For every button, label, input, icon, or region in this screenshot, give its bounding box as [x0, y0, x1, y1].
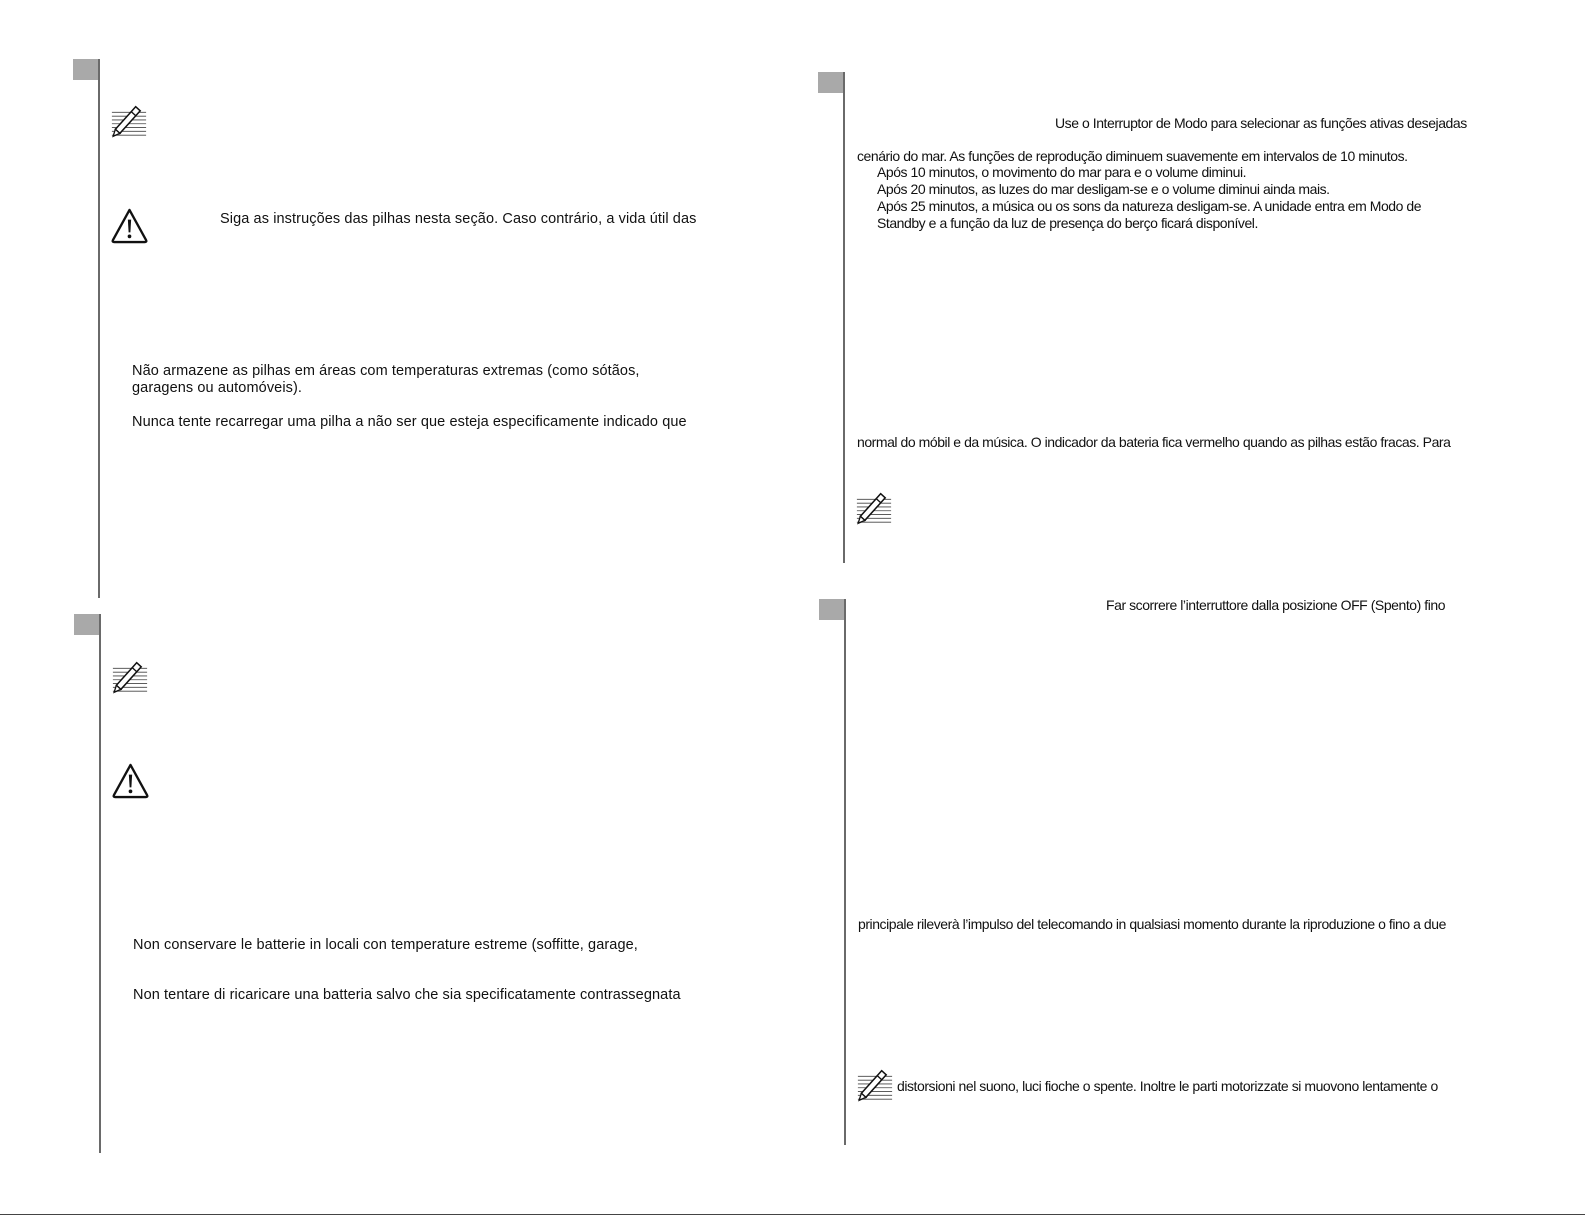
margin-line-top-right	[843, 72, 845, 563]
section-marker-top-left	[73, 59, 100, 80]
storage-warning-line2: garagens ou automóveis).	[132, 380, 303, 396]
fade-intro-text: cenário do mar. As funções de reprodução diminuem suavemente em intervalos de 10 minutos.	[857, 148, 1408, 164]
margin-line-top-left	[98, 59, 100, 598]
after-25-minutes-line2: Standby e a função da luz de presença do berço ficará disponível.	[877, 215, 1258, 231]
recharge-warning-text: Nunca tente recarregar uma pilha a não ser que esteja especificamente indicado que	[132, 414, 687, 430]
mode-switch-text: Use o Interruptor de Modo para selecionar as funções ativas desejadas	[1055, 115, 1467, 131]
page-bottom-rule	[0, 1214, 1585, 1215]
warning-triangle-icon	[111, 762, 150, 799]
switch-instruction-text: Far scorrere l’interruttore dalla posizione OFF (Spento) fino	[1106, 597, 1446, 613]
section-marker-top-right	[818, 72, 845, 93]
margin-line-bottom-right	[844, 599, 846, 1145]
remote-control-text: principale rileverà l’impulso del telecomando in qualsiasi momento durante la riproduzione o fino a due	[858, 916, 1446, 932]
section-marker-bottom-right	[819, 599, 846, 620]
margin-line-bottom-left	[99, 614, 101, 1153]
note-pencil-icon	[111, 656, 149, 694]
storage-warning-line1: Não armazene as pilhas em áreas com temperaturas extremas (como sótãos,	[132, 363, 640, 379]
after-10-minutes-text: Após 10 minutos, o movimento do mar para e o volume diminui.	[877, 164, 1247, 180]
distortion-note-text: distorsioni nel suono, luci fioche o spente. Inoltre le parti motorizzate si muovono lentamente o	[897, 1078, 1438, 1094]
after-20-minutes-text: Após 20 minutos, as luzes do mar desligam-se e o volume diminui ainda mais.	[877, 181, 1330, 197]
battery-warning-text: Siga as instruções das pilhas nesta seção. Caso contrário, a vida útil das	[220, 211, 697, 227]
storage-warning-text-it: Non conservare le batterie in locali con temperature estreme (soffitte, garage,	[133, 937, 638, 953]
note-pencil-icon	[855, 487, 893, 525]
warning-triangle-icon	[110, 207, 149, 244]
section-marker-bottom-left	[74, 614, 101, 635]
recharge-warning-text-it: Non tentare di ricaricare una batteria salvo che sia specificatamente contrassegnata	[133, 987, 681, 1003]
note-pencil-icon	[110, 100, 148, 138]
battery-indicator-text: normal do móbil e da música. O indicador da bateria fica vermelho quando as pilhas estão fracas. Para	[857, 434, 1451, 450]
after-25-minutes-line1: Após 25 minutos, a música ou os sons da natureza desligam-se. A unidade entra em Modo de	[877, 198, 1422, 214]
note-pencil-icon	[856, 1064, 894, 1102]
